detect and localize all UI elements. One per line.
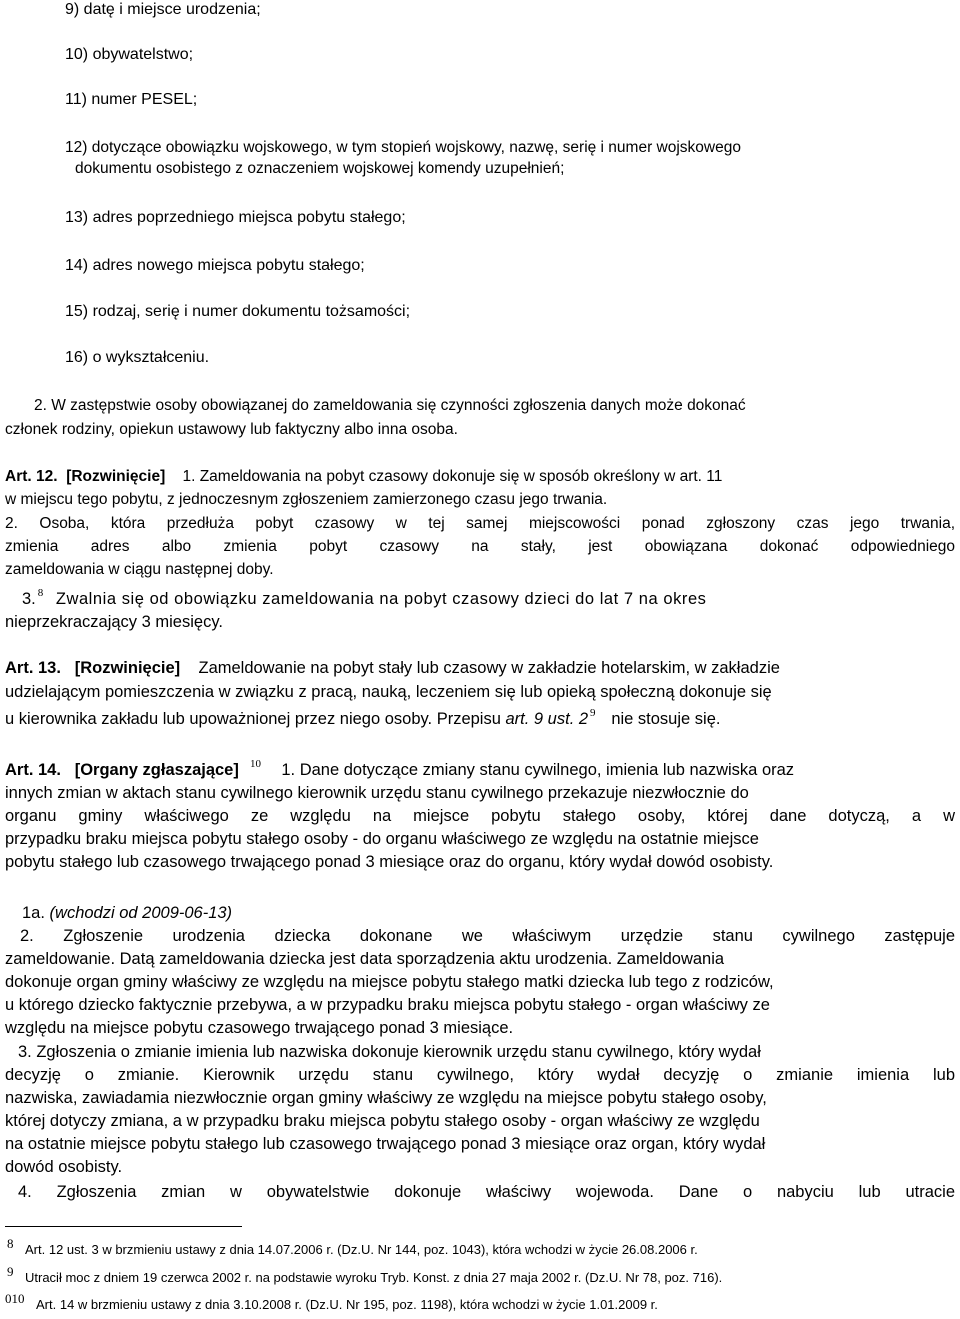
- art14-heading: Art. 14.: [5, 761, 61, 779]
- art12-line1: [5, 467, 955, 487]
- art14-p3-line5: na ostatnie miejsce pobytu stałego lub czasowego trwającego ponad 3 miesiące oraz organ, który wydał: [5, 1135, 766, 1153]
- art13-heading: Art. 13.: [5, 659, 61, 677]
- footnote-10-text: Art. 14 w brzmieniu ustawy z dnia 3.10.2008 r. (Dz.U. Nr 195, poz. 1198), która wchodzi w życie 1.01.2009 r.: [36, 1297, 658, 1312]
- paragraph-2-line1: 2. W zastępstwie osoby obowiązanej do zameldowania się czynności zgłoszenia danych może dokonać: [34, 397, 746, 414]
- footnote-8-number: 8: [7, 1236, 14, 1251]
- art12-p3-line1: [22, 589, 955, 609]
- footnote-8-text: Art. 12 ust. 3 w brzmieniu ustawy z dnia 14.07.2006 r. (Dz.U. Nr 144, poz. 1043), która wchodzi w życie 26.08.2006 r.: [25, 1242, 698, 1257]
- art12-p2-line1: [5, 514, 955, 534]
- art12-text: 1. Zameldowania na pobyt czasowy dokonuje się w sposób określony w art. 11: [182, 468, 723, 485]
- art14-p4-line1: 4. Zgłoszenia zmian w obywatelstwie dokonuje właściwy wojewoda. Dane o nabyciu lub utracie: [18, 1183, 955, 1201]
- art14-p3-line4: której dotyczy zmiana, a w przypadku braku miejsca pobytu stałego osoby - organ właściwy ze względu: [5, 1112, 760, 1130]
- paragraph-2-line2: członek rodziny, opiekun ustawowy lub faktyczny albo inna osoba.: [5, 421, 458, 438]
- art13-expand-link[interactable]: [Rozwinięcie]: [74, 659, 181, 677]
- art14-p3-line1: 3. Zgłoszenia o zmianie imienia lub nazwiska dokonuje kierownik urzędu stanu cywilnego, który wydał: [18, 1043, 761, 1061]
- list-item-14: 14) adres nowego miejsca pobytu stałego;: [65, 257, 365, 274]
- art12-p2-line3: zameldowania w ciągu następnej doby.: [5, 561, 274, 578]
- art14-p2-line5: względu na miejsce pobytu czasowego trwającego ponad 3 miesiące.: [5, 1019, 514, 1037]
- footnote-ref-10[interactable]: 10: [250, 758, 262, 770]
- art13-text3a: u kierownika zakładu lub upoważnionej przez niego osoby. Przepisu: [5, 710, 501, 728]
- art13-line1: [5, 658, 955, 678]
- list-item-11: 11) numer PESEL;: [65, 91, 198, 108]
- art12-p3-text: Zwalnia się od obowiązku zameldowania na pobyt czasowy dzieci do lat 7 na okres: [55, 590, 707, 608]
- art14-p1a-number: 1a.: [22, 904, 45, 922]
- art12-p3-line2: nieprzekraczający 3 miesięcy.: [5, 613, 223, 631]
- art13-line2: udzielającym pomieszczenia w związku z pracą, nauką, leczeniem się lub opieką społeczną dokonuje się: [5, 683, 772, 701]
- art14-line3: organu gminy właściwego ze względu na miejsce pobytu stałego osoby, której dane dotyczą, a w: [5, 807, 955, 825]
- art14-line5: pobytu stałego lub czasowego trwającego ponad 3 miesiące oraz do organu, który wydał dowód osobisty.: [5, 853, 774, 871]
- art13-text3b: nie stosuje się.: [611, 710, 721, 728]
- list-item-16: 16) o wykształceniu.: [65, 349, 210, 366]
- art12-heading: Art. 12.: [5, 468, 58, 485]
- footnote-10-number: 010: [5, 1291, 25, 1306]
- art14-p3-line2: decyzję o zmianie. Kierownik urzędu stanu cywilnego, który wydał decyzję o zmianie imienia lub: [5, 1066, 955, 1084]
- art12-line2: w miejscu tego pobytu, z jednoczesnym zgłoszeniem zamierzonego czasu jego trwania.: [5, 491, 608, 508]
- footnote-ref-9[interactable]: 9: [590, 707, 596, 719]
- art13-text: Zameldowanie na pobyt stały lub czasowy w zakładzie hotelarskim, w zakładzie: [198, 659, 780, 677]
- list-item-13: 13) adres poprzedniego miejsca pobytu stałego;: [65, 209, 406, 226]
- art14-p1a-note: (wchodzi od 2009-06-13): [49, 904, 233, 922]
- art14-p2-line1: 2. Zgłoszenie urodzenia dziecka dokonane we właściwym urzędzie stanu cywilnego zastępuje: [20, 927, 955, 945]
- list-item-9: 9) datę i miejsce urodzenia;: [65, 1, 261, 18]
- art12-p2-text1: 2. Osoba, która przedłuża pobyt czasowy w tej samej miejscowości ponad zgłoszony czas jego trwania,: [5, 515, 955, 532]
- art14-text: 1. Dane dotyczące zmiany stanu cywilnego, imienia lub nazwiska oraz: [281, 761, 795, 779]
- art12-p3-number: 3.: [22, 590, 36, 608]
- footnote-9-number: 9: [7, 1264, 14, 1279]
- art14-expand-link[interactable]: [Organy zgłaszające]: [74, 761, 239, 779]
- list-item-10: 10) obywatelstwo;: [65, 46, 194, 63]
- footnote-ref-8[interactable]: 8: [37, 587, 44, 599]
- list-item-12-cont: dokumentu osobistego z oznaczeniem wojskowej komendy uzupełnień;: [75, 160, 565, 177]
- art13-reference: art. 9 ust. 2: [505, 710, 589, 728]
- art12-p2-line2: zmienia adres albo zmienia pobyt czasowy na stały, jest obowiązana dokonać odpowiedniego: [5, 538, 955, 555]
- art14-p1a: [22, 903, 955, 923]
- art14-line1: [5, 760, 955, 780]
- art14-line2: innych zmian w aktach stanu cywilnego kierownik urzędu stanu cywilnego przekazuje niezwłocznie do: [5, 784, 749, 802]
- art14-p3-line6: dowód osobisty.: [5, 1158, 123, 1176]
- art13-line3: [5, 709, 955, 729]
- art14-line4: przypadku braku miejsca pobytu stałego osoby - do organu właściwego ze względu na ostatnie miejsce: [5, 830, 759, 848]
- art14-p2-line3: dokonuje organ gminy właściwy ze względu na miejsce pobytu stałego matki dziecka lub tego z rodziców,: [5, 973, 774, 991]
- list-item-12: 12) dotyczące obowiązku wojskowego, w tym stopień wojskowy, nazwę, serię i numer wojskowego: [65, 139, 741, 156]
- art14-p3-line3: nazwiska, zawiadamia niezwłocznie organ gminy właściwy ze względu na miejsce pobytu stałego osoby,: [5, 1089, 767, 1107]
- footnote-separator: [5, 1226, 242, 1227]
- list-item-15: 15) rodzaj, serię i numer dokumentu tożsamości;: [65, 303, 411, 320]
- footnote-9-text: Utracił moc z dniem 19 czerwca 2002 r. na podstawie wyroku Tryb. Konst. z dnia 27 maja 2002 r. (Dz.U. Nr 78, poz. 716).: [25, 1270, 723, 1285]
- art14-p2-line2: zameldowanie. Datą zameldowania dziecka jest data sporządzenia aktu urodzenia. Zameldowania: [5, 950, 725, 968]
- art14-p2-line4: u którego dziecko faktycznie przebywa, a w przypadku braku miejsca pobytu stałego - organ właściwy ze: [5, 996, 770, 1014]
- art12-expand-link[interactable]: [Rozwinięcie]: [66, 468, 166, 485]
